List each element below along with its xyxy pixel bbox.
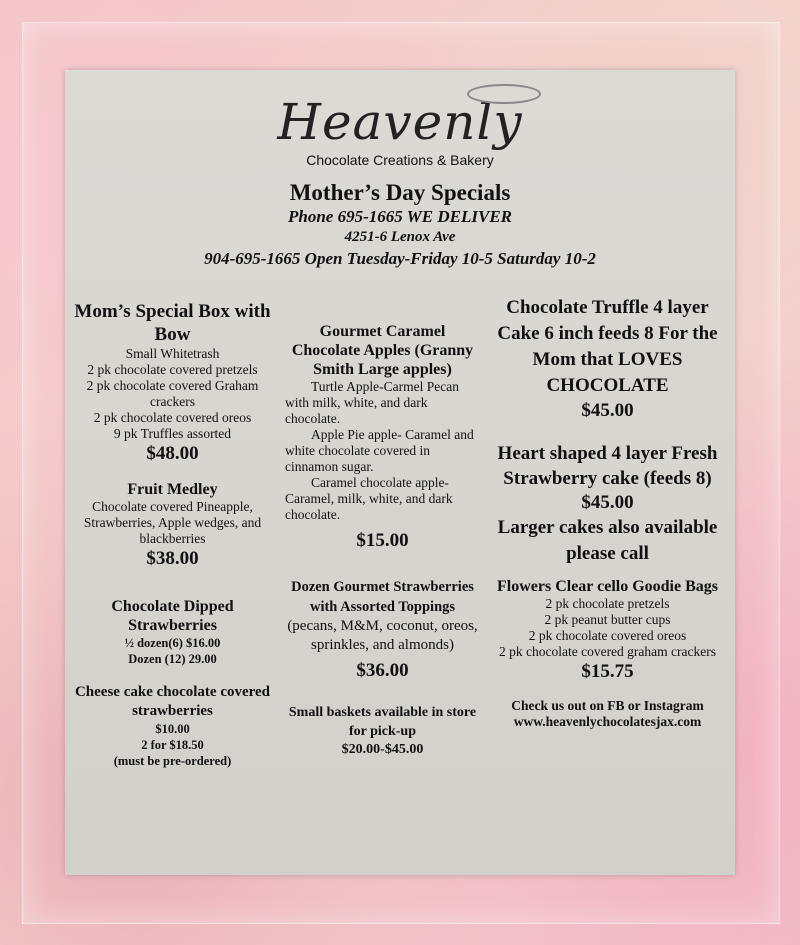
apple-desc: Turtle Apple-Carmel Pecan with milk, white, and dark chocolate.	[285, 379, 459, 426]
apples-title: Gourmet Caramel Chocolate Apples (Granny Smith Large apples)	[291, 323, 474, 378]
box-title: Mom’s Special Box with Bow	[74, 301, 271, 345]
straw-title: Dozen Gourmet Strawberries with Assorted Toppings	[291, 579, 474, 615]
heart-title: Heart shaped 4 layer Fresh Strawberry cake (feeds 8)	[497, 443, 718, 489]
fruit-desc: Chocolate covered Pineapple, Strawberries, Apple wedges, and blackberries	[83, 499, 262, 546]
truffle-title: Chocolate Truffle 4 layer Cake 6 inch feeds 8 For the Mom that LOVES CHOCOLATE	[497, 297, 718, 396]
list-item: 2 pk chocolate covered oreos	[528, 628, 687, 643]
header	[65, 179, 735, 269]
list-item: Small Whitetrash	[125, 346, 220, 361]
list-item: 2 pk chocolate covered pretzels	[87, 362, 258, 377]
dipped-title: Chocolate Dipped Strawberries	[111, 598, 234, 634]
list-item: 2 pk chocolate covered oreos	[93, 410, 252, 425]
apple-desc: Caramel chocolate apple-Caramel, milk, white, and dark chocolate.	[285, 475, 453, 522]
column-middle	[285, 322, 480, 759]
brand-name: Heavenly	[277, 93, 523, 151]
tagline: Chocolate Creations & Bakery	[306, 152, 494, 168]
menu-columns	[65, 295, 735, 769]
address: 4251-6 Lenox Ave	[344, 229, 456, 245]
website: www.heavenlychocolatesjax.com	[513, 714, 702, 729]
dipped-dozen: Dozen (12) 29.00	[128, 652, 217, 666]
phone: Phone 695-1665 WE DELIVER	[287, 207, 513, 226]
cheese-note: (must be pre-ordered)	[113, 754, 232, 768]
apple-desc: Apple Pie apple- Caramel and white chocolate covered in cinnamon sugar.	[285, 427, 474, 474]
cheese-price: $10.00	[155, 722, 190, 736]
list-item: 2 pk chocolate covered graham crackers	[498, 644, 716, 659]
baskets-price: $20.00-$45.00	[341, 742, 424, 757]
hours: 904-695-1665 Open Tuesday-Friday 10-5 Saturday 10-2	[204, 249, 596, 268]
dipped-half: ½ dozen(6) $16.00	[124, 636, 221, 650]
flowers-price: $15.75	[581, 661, 634, 682]
flyer	[65, 70, 735, 875]
list-item: 2 pk chocolate covered Graham crackers	[86, 378, 259, 409]
larger-cakes: Larger cakes also available please call	[497, 517, 718, 564]
list-item: 2 pk chocolate pretzels	[545, 596, 670, 611]
column-right	[485, 295, 730, 730]
list-item: 9 pk Truffles assorted	[113, 426, 232, 441]
social: Check us out on FB or Instagram	[511, 698, 704, 713]
box-items	[70, 346, 275, 442]
flowers-title: Flowers Clear cello Goodie Bags	[497, 578, 718, 595]
apples-price: $15.00	[356, 530, 409, 551]
truffle-price: $45.00	[581, 400, 634, 421]
cheese-title: Cheese cake chocolate covered strawberries	[74, 684, 271, 719]
logo	[65, 92, 735, 169]
straw-desc: (pecans, M&M, coconut, oreos, sprinkles, and almonds)	[287, 618, 478, 653]
heart-price: $45.00	[581, 492, 634, 513]
cheese-two: 2 for $18.50	[141, 738, 204, 752]
fruit-title: Fruit Medley	[127, 481, 218, 498]
box-price: $48.00	[146, 443, 199, 464]
straw-price: $36.00	[356, 660, 409, 681]
list-item: 2 pk peanut butter cups	[544, 612, 671, 627]
fruit-price: $38.00	[146, 548, 199, 569]
column-left	[70, 300, 275, 769]
page-title: Mother’s Day Specials	[289, 180, 511, 205]
baskets: Small baskets available in store for pick-up	[288, 705, 477, 739]
